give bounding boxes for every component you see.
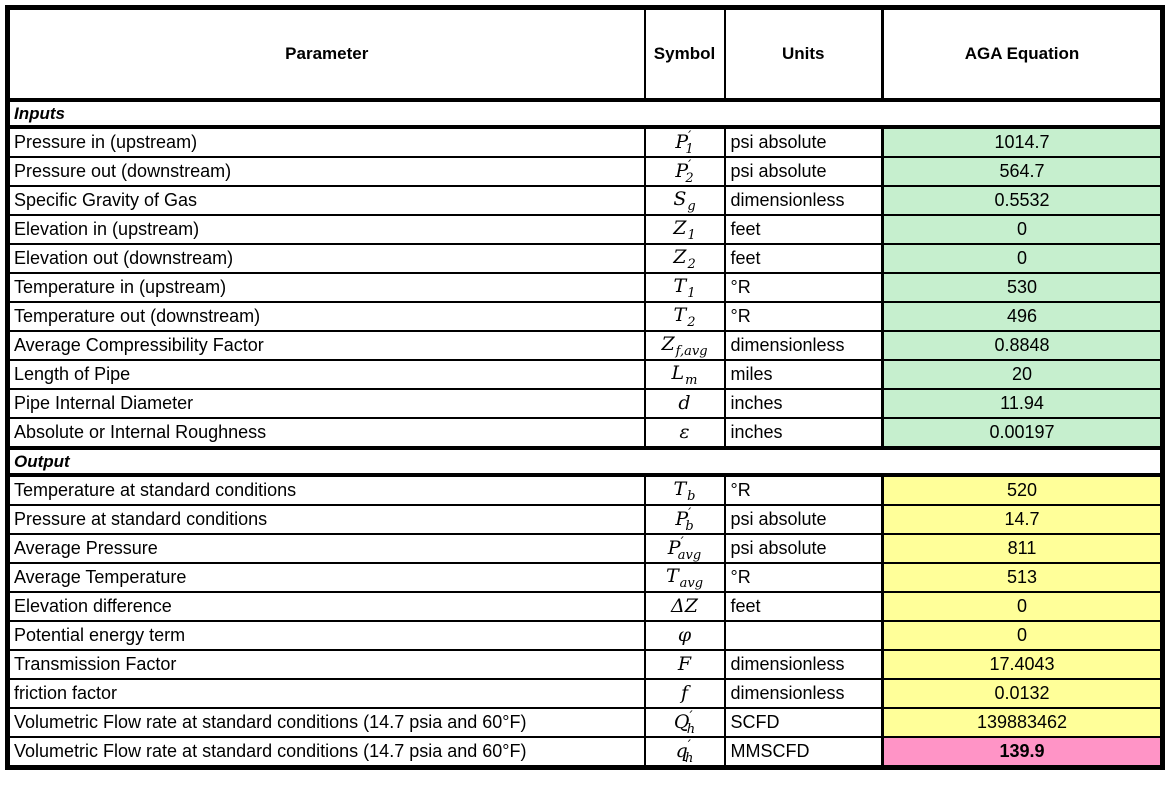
symbol-notation: $P'_{avg}$ [667, 534, 702, 563]
parameter-cell: Absolute or Internal Roughness [8, 418, 645, 448]
units-cell: SCFD [725, 708, 883, 737]
symbol-notation: ε [679, 421, 690, 443]
section-label: Inputs [8, 100, 1163, 127]
symbol-cell [645, 389, 725, 418]
table-row [8, 273, 1163, 302]
column-header-aga-equation: AGA Equation [883, 8, 1163, 101]
symbol-cell [645, 186, 725, 215]
parameter-cell: Transmission Factor [8, 650, 645, 679]
symbol-notation: $T_{avg}$ [665, 564, 704, 591]
value-cell[interactable]: 1014.7 [883, 127, 1163, 157]
units-cell: °R [725, 273, 883, 302]
value-cell[interactable]: 0 [883, 592, 1163, 621]
parameter-cell: Elevation in (upstream) [8, 215, 645, 244]
units-cell: dimensionless [725, 186, 883, 215]
value-cell[interactable]: 520 [883, 475, 1163, 505]
symbol-cell [645, 244, 725, 273]
symbol-cell [645, 157, 725, 186]
symbol-cell [645, 418, 725, 448]
symbol-cell [645, 273, 725, 302]
value-cell[interactable]: 0 [883, 244, 1163, 273]
symbol-notation: F [677, 653, 692, 675]
parameter-cell: Elevation out (downstream) [8, 244, 645, 273]
units-cell: feet [725, 244, 883, 273]
symbol-notation: $P'_1$ [675, 128, 694, 157]
symbol-notation: $T_b$ [673, 477, 696, 504]
parameter-cell: Temperature out (downstream) [8, 302, 645, 331]
symbol-cell [645, 127, 725, 157]
symbol-notation: $Z_1$ [673, 216, 696, 243]
table-row [8, 708, 1163, 737]
table-row [8, 418, 1163, 448]
symbol-notation: $L_m$ [671, 361, 698, 388]
value-cell[interactable]: 513 [883, 563, 1163, 592]
units-cell: psi absolute [725, 534, 883, 563]
symbol-notation: ΔZ [671, 595, 698, 617]
symbol-notation: $P'_2$ [675, 157, 694, 186]
symbol-cell [645, 621, 725, 650]
symbol-cell [645, 737, 725, 768]
symbol-cell [645, 592, 725, 621]
table-row [8, 679, 1163, 708]
symbol-notation: f [680, 682, 689, 704]
column-header-symbol: Symbol [645, 8, 725, 101]
value-cell[interactable]: 496 [883, 302, 1163, 331]
value-cell[interactable]: 139.9 [883, 737, 1163, 768]
units-cell: MMSCFD [725, 737, 883, 768]
value-cell[interactable]: 0 [883, 621, 1163, 650]
table-row [8, 157, 1163, 186]
table-row [8, 186, 1163, 215]
aga-parameter-table [5, 5, 1165, 770]
table-row [8, 244, 1163, 273]
section-row-output [8, 448, 1163, 475]
header-row [8, 8, 1163, 101]
parameter-cell: Volumetric Flow rate at standard conditions (14.7 psia and 60°F) [8, 737, 645, 768]
table-row [8, 534, 1163, 563]
parameter-cell: Pressure out (downstream) [8, 157, 645, 186]
parameter-cell: Pressure at standard conditions [8, 505, 645, 534]
symbol-cell [645, 331, 725, 360]
units-cell: psi absolute [725, 127, 883, 157]
value-cell[interactable]: 11.94 [883, 389, 1163, 418]
symbol-cell [645, 563, 725, 592]
symbol-cell [645, 215, 725, 244]
symbol-notation: $T_1$ [673, 274, 696, 301]
units-cell: dimensionless [725, 679, 883, 708]
value-cell[interactable]: 0.0132 [883, 679, 1163, 708]
value-cell[interactable]: 20 [883, 360, 1163, 389]
units-cell: dimensionless [725, 650, 883, 679]
parameter-cell: Potential energy term [8, 621, 645, 650]
parameter-cell: Length of Pipe [8, 360, 645, 389]
parameter-cell: Pipe Internal Diameter [8, 389, 645, 418]
value-cell[interactable]: 0.8848 [883, 331, 1163, 360]
units-cell: miles [725, 360, 883, 389]
units-cell: dimensionless [725, 331, 883, 360]
units-cell: feet [725, 215, 883, 244]
table-row [8, 302, 1163, 331]
table-row [8, 360, 1163, 389]
table-row [8, 563, 1163, 592]
symbol-cell [645, 708, 725, 737]
table-row [8, 389, 1163, 418]
symbol-notation: $q'_h$ [675, 737, 694, 766]
parameter-cell: Temperature at standard conditions [8, 475, 645, 505]
units-cell: °R [725, 475, 883, 505]
table-body [8, 100, 1163, 768]
section-row-inputs [8, 100, 1163, 127]
symbol-cell [645, 505, 725, 534]
table-row [8, 331, 1163, 360]
symbol-notation: $S_g$ [673, 187, 696, 214]
units-cell: inches [725, 418, 883, 448]
table-row [8, 215, 1163, 244]
parameter-cell: Elevation difference [8, 592, 645, 621]
symbol-notation: $P'_b$ [675, 505, 694, 534]
parameter-cell: Pressure in (upstream) [8, 127, 645, 157]
parameter-cell: Temperature in (upstream) [8, 273, 645, 302]
symbol-notation: d [678, 392, 691, 414]
column-header-parameter: Parameter [8, 8, 645, 101]
value-cell[interactable]: 0.00197 [883, 418, 1163, 448]
units-cell: psi absolute [725, 157, 883, 186]
value-cell[interactable]: 811 [883, 534, 1163, 563]
symbol-notation: $Z_{f,avg}$ [661, 332, 708, 359]
value-cell[interactable]: 14.7 [883, 505, 1163, 534]
table-row [8, 592, 1163, 621]
parameter-cell: friction factor [8, 679, 645, 708]
units-cell: psi absolute [725, 505, 883, 534]
table-row [8, 505, 1163, 534]
units-cell: °R [725, 302, 883, 331]
table-row [8, 737, 1163, 768]
value-cell[interactable]: 0 [883, 215, 1163, 244]
symbol-notation: $Q'_h$ [673, 708, 696, 737]
value-cell[interactable]: 530 [883, 273, 1163, 302]
parameter-cell: Specific Gravity of Gas [8, 186, 645, 215]
symbol-notation: $Z_2$ [673, 245, 696, 272]
units-cell: °R [725, 563, 883, 592]
parameter-cell: Volumetric Flow rate at standard conditions (14.7 psia and 60°F) [8, 708, 645, 737]
parameter-cell: Average Temperature [8, 563, 645, 592]
table-row [8, 621, 1163, 650]
symbol-cell [645, 679, 725, 708]
section-label: Output [8, 448, 1163, 475]
parameter-table-sheet [5, 5, 1165, 770]
symbol-cell [645, 475, 725, 505]
value-cell[interactable]: 0.5532 [883, 186, 1163, 215]
table-row [8, 127, 1163, 157]
symbol-notation: φ [677, 624, 692, 646]
symbol-cell [645, 650, 725, 679]
value-cell[interactable]: 564.7 [883, 157, 1163, 186]
units-cell [725, 621, 883, 650]
table-row [8, 650, 1163, 679]
symbol-notation: $T_2$ [673, 303, 696, 330]
units-cell: inches [725, 389, 883, 418]
value-cell[interactable]: 17.4043 [883, 650, 1163, 679]
parameter-cell: Average Pressure [8, 534, 645, 563]
units-cell: feet [725, 592, 883, 621]
column-header-units: Units [725, 8, 883, 101]
symbol-cell [645, 360, 725, 389]
symbol-cell [645, 534, 725, 563]
table-row [8, 475, 1163, 505]
parameter-cell: Average Compressibility Factor [8, 331, 645, 360]
symbol-cell [645, 302, 725, 331]
value-cell[interactable]: 139883462 [883, 708, 1163, 737]
